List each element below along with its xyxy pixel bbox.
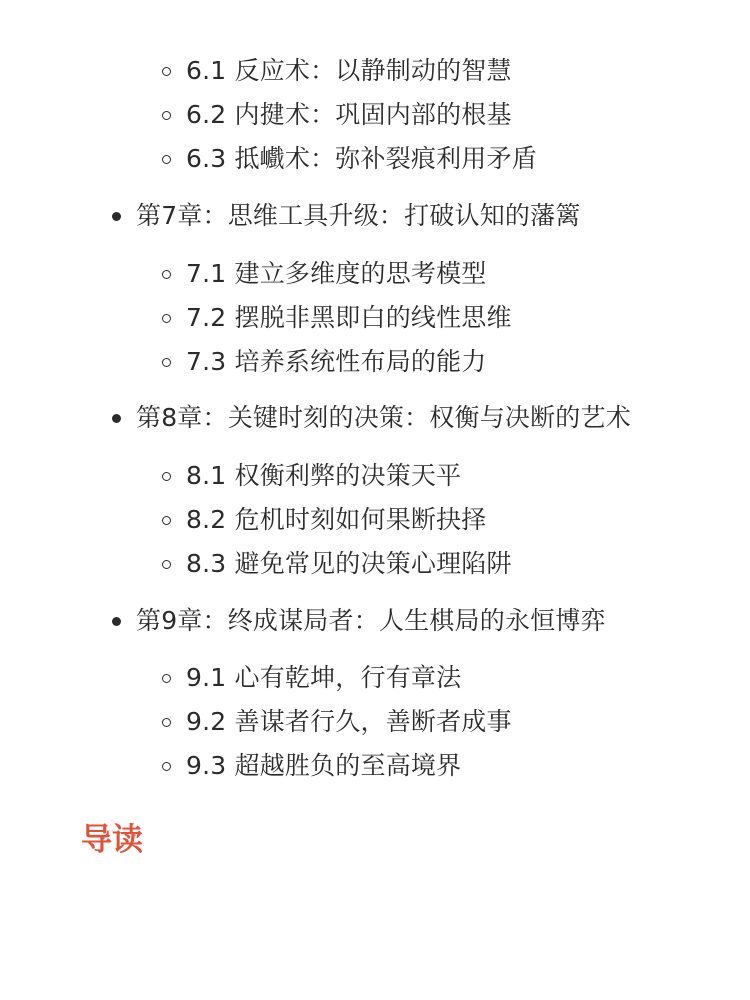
toc-section-8-1 bbox=[162, 456, 461, 496]
toc-section-7-2 bbox=[162, 298, 512, 338]
toc-section-7-1 bbox=[162, 254, 487, 294]
toc-section-label: 8.3 避免常见的决策心理陷阱 bbox=[186, 549, 512, 578]
circle-bullet-icon bbox=[162, 314, 171, 323]
toc-section-8-2 bbox=[162, 500, 487, 540]
circle-bullet-icon bbox=[162, 67, 171, 76]
toc-section-6-1 bbox=[162, 51, 512, 91]
circle-bullet-icon bbox=[162, 762, 171, 771]
toc-chapter-8 bbox=[112, 398, 631, 438]
toc-section-9-2 bbox=[162, 702, 512, 742]
toc-section-label: 6.3 抵巇术：弥补裂痕利用矛盾 bbox=[186, 144, 537, 173]
toc-section-label: 9.2 善谋者行久，善断者成事 bbox=[186, 707, 512, 736]
toc-section-6-3 bbox=[162, 139, 537, 179]
toc-section-8-3 bbox=[162, 544, 512, 584]
circle-bullet-icon bbox=[162, 674, 171, 683]
toc-chapter-label: 第8章：关键时刻的决策：权衡与决断的艺术 bbox=[136, 403, 631, 432]
circle-bullet-icon bbox=[162, 560, 171, 569]
circle-bullet-icon bbox=[162, 155, 171, 164]
circle-bullet-icon bbox=[162, 270, 171, 279]
toc-section-label: 7.2 摆脱非黑即白的线性思维 bbox=[186, 303, 512, 332]
toc-section-9-3 bbox=[162, 746, 461, 786]
toc-chapter-9 bbox=[112, 601, 606, 641]
toc-section-label: 6.2 内揵术：巩固内部的根基 bbox=[186, 100, 512, 129]
toc-section-label: 9.1 心有乾坤，行有章法 bbox=[186, 663, 462, 692]
circle-bullet-icon bbox=[162, 111, 171, 120]
toc-section-label: 7.1 建立多维度的思考模型 bbox=[186, 259, 487, 288]
toc-section-label: 9.3 超越胜负的至高境界 bbox=[186, 751, 462, 780]
circle-bullet-icon bbox=[162, 472, 171, 481]
toc-chapter-7 bbox=[112, 196, 581, 236]
toc-section-label: 8.1 权衡利弊的决策天平 bbox=[186, 461, 462, 490]
toc-chapter-label: 第7章：思维工具升级：打破认知的藩篱 bbox=[136, 201, 581, 230]
toc-chapter-label: 第9章：终成谋局者：人生棋局的永恒博弈 bbox=[136, 606, 606, 635]
disc-bullet-icon bbox=[112, 617, 121, 626]
toc-section-6-2 bbox=[162, 95, 512, 135]
toc-section-label: 8.2 危机时刻如何果断抉择 bbox=[186, 505, 487, 534]
circle-bullet-icon bbox=[162, 718, 171, 727]
disc-bullet-icon bbox=[112, 212, 121, 221]
disc-bullet-icon bbox=[112, 414, 121, 423]
toc-section-label: 6.1 反应术：以静制动的智慧 bbox=[186, 56, 512, 85]
toc-section-7-3 bbox=[162, 342, 487, 382]
toc-section-9-1 bbox=[162, 658, 461, 698]
circle-bullet-icon bbox=[162, 516, 171, 525]
toc-section-label: 7.3 培养系统性布局的能力 bbox=[186, 347, 487, 376]
section-heading: 导读 bbox=[81, 822, 143, 858]
circle-bullet-icon bbox=[162, 358, 171, 367]
